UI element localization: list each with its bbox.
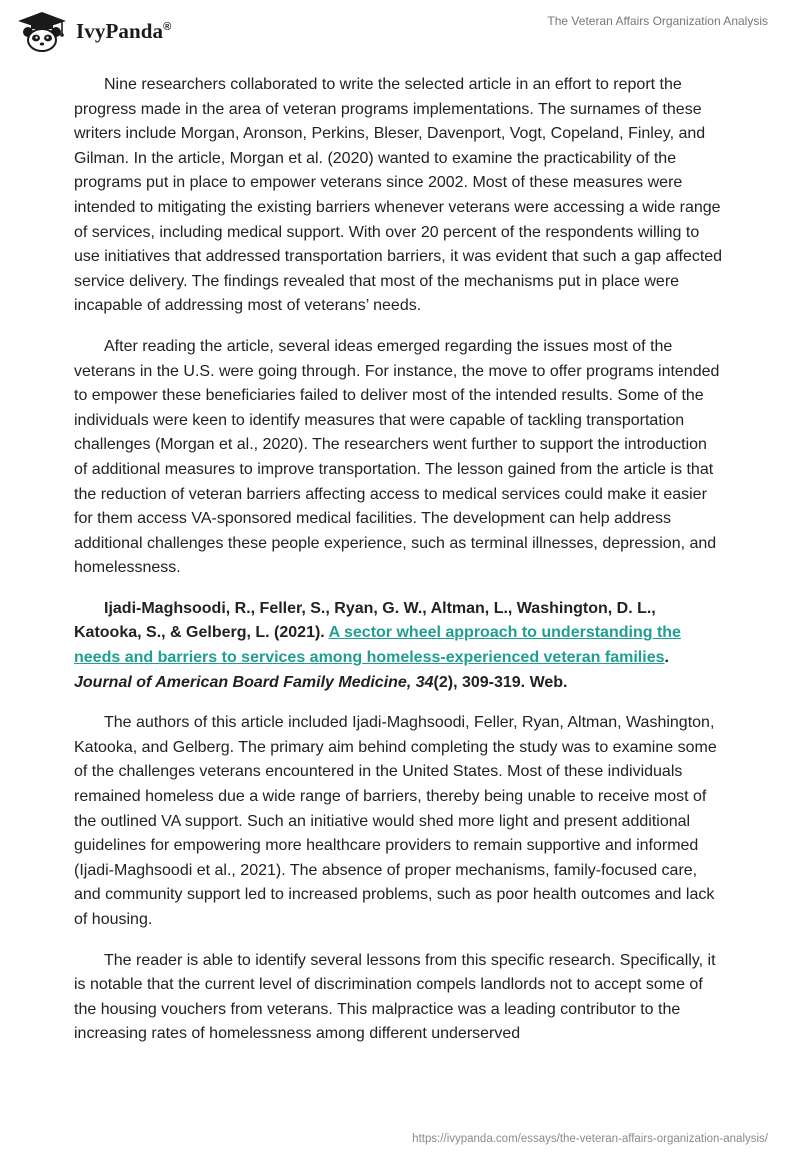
panda-graduate-icon — [14, 10, 70, 52]
paragraph-summary-morgan: Nine researchers collaborated to write the selected article in an effort to report the progress made in the area of veteran programs implementations. The surnames of these writers include Morgan, Aronson, Perkins, Bleser, Davenport, Vogt, Copeland, Finley, and Gilman. In the article, Morgan et al. (2020) wanted to examine the practicability of the programs put in place to empower veterans since 2002. Most of these measures were intended to mitigating the existing barriers whenever veterans were accessing a wide range of services, including medical support. With over 20 percent of the respondents willing to use initiatives that addressed transportation barriers, it was evident that such a gap affected service delivery. The findings revealed that most of the mechanisms put in place were incapable of addressing most of veterans’ needs. — [74, 76, 723, 315]
paragraph-lessons-ijadi: The reader is able to identify several lessons from this specific research. Specifically, it is notable that the current level of discrimination compels landlords not to accept some of the housing vouchers from veterans. This malpractice was a leading contributor to the increasing rates of homelessness among different underserved — [74, 951, 716, 1043]
reference-authors: Ijadi-Maghsoodi, R., Feller, S., Ryan, G. W., Altman, L., Washington, D. L., Katooka, S., & Gelberg, L. (2021). — [74, 599, 656, 642]
document-title: The Veteran Affairs Organization Analysis — [547, 14, 768, 28]
reference-journal: Journal of American Board Family Medicine, 34 — [74, 673, 434, 691]
reference-article-link[interactable]: A sector wheel approach to understanding the needs and barriers to services among homeless-experienced veteran families — [74, 624, 681, 667]
page-footer-url: https://ivypanda.com/essays/the-veteran-affairs-organization-analysis/ — [412, 1133, 768, 1145]
reference-issue-pages: (2), 309-319. Web. — [433, 673, 568, 691]
paragraph-ideas-morgan: After reading the article, several ideas emerged regarding the issues most of the veterans in the U.S. were going through. For instance, the move to offer programs intended to empower these beneficiaries failed to deliver most of the intended results. Some of the individuals were keen to identify measures that were capable of tackling transportation challenges (Morgan et al., 2020). The researchers went further to support the introduction of additional measures to improve transportation. The lesson gained from the article is that the reduction of veteran barriers affecting access to medical services could make it easier for them access VA-sponsored medical facilities. The development can help address additional challenges these people experience, such as terminal illnesses, depression, and homelessness. — [74, 337, 720, 577]
page-header — [0, 0, 800, 60]
reference-period: . — [664, 649, 669, 667]
ivypanda-logo[interactable] — [14, 10, 171, 52]
paragraph-summary-ijadi: The authors of this article included Ijadi-Maghsoodi, Feller, Ryan, Altman, Washington, Katooka, and Gelberg. The primary aim behind completing the study was to examine some of the challenges veterans encountered in the United States. Most of these individuals remained homeless due a wide range of barriers, thereby being unable to receive most of the outlined VA support. Such an initiative would shed more light and present additional guidelines for empowering more healthcare providers to remain supportive and informed (Ijadi-Maghsoodi et al., 2021). The absence of proper mechanisms, family-focused care, and community support led to increased problems, such as poor health outcomes and lack of housing. — [74, 714, 717, 928]
brand-name: IvyPanda® — [76, 18, 172, 43]
essay-body — [74, 73, 724, 1063]
reference-entry — [74, 597, 724, 695]
